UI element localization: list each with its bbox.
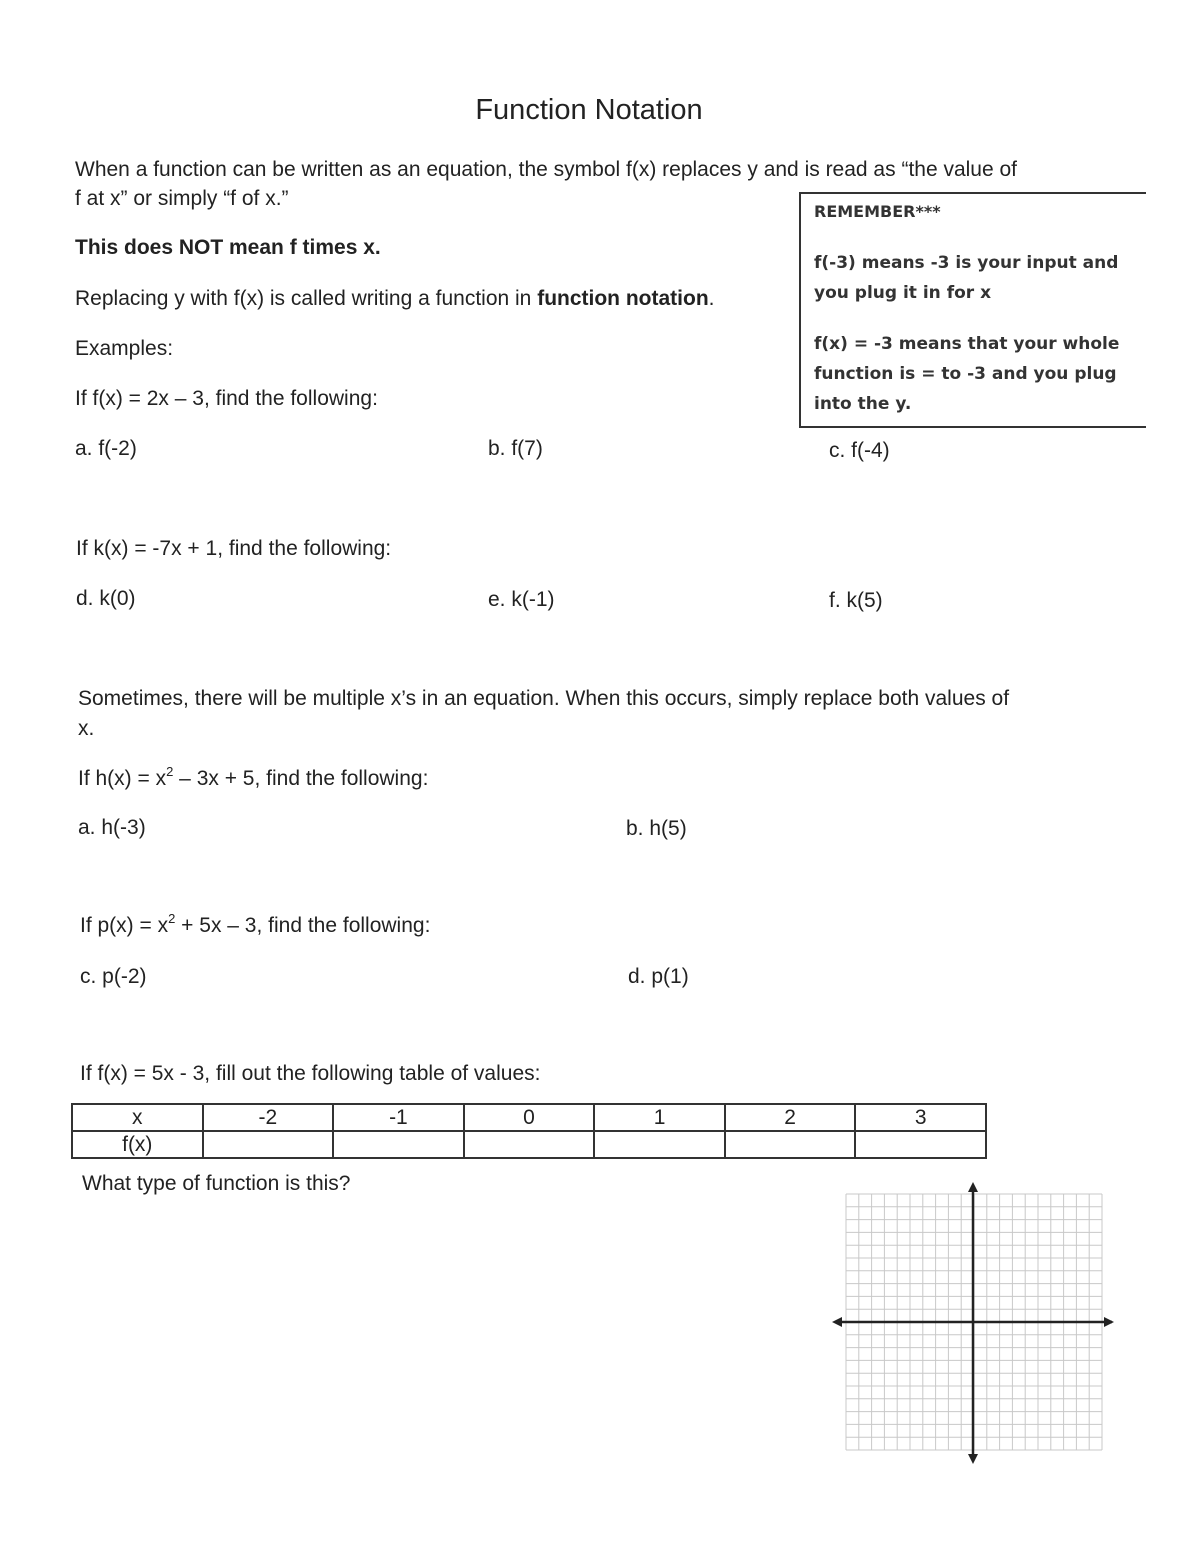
table-header-fx: f(x) (72, 1131, 203, 1158)
set3-prompt-end: – 3x + 5, find the following: (173, 767, 429, 790)
set4-prompt-start: If p(x) = x (80, 914, 169, 937)
table-row-x (72, 1104, 986, 1131)
set4-prompt (80, 911, 430, 941)
set3-exponent: 2 (166, 764, 174, 779)
multiple-x-line-2: x. (78, 717, 95, 740)
set2-prompt: If k(x) = -7x + 1, find the following: (76, 537, 392, 560)
table-x-value: 1 (594, 1104, 725, 1131)
table-of-values (71, 1103, 987, 1159)
problem-a-f: a. f(-2) (75, 437, 137, 460)
problem-d-p: d. p(1) (628, 965, 689, 988)
table-fx-blank (464, 1131, 595, 1158)
problem-c-f: c. f(-4) (829, 439, 890, 462)
problem-f-k: f. k(5) (829, 589, 883, 612)
table-row-fx (72, 1131, 986, 1158)
x-axis-arrow-left (832, 1317, 842, 1327)
table-x-value: -2 (203, 1104, 334, 1131)
table-x-value: 3 (855, 1104, 986, 1131)
definition-period: . (708, 287, 715, 310)
table-x-value: 0 (464, 1104, 595, 1131)
not-multiplication-note: This does NOT mean f times x. (75, 236, 381, 259)
definition-term: function notation (537, 287, 709, 310)
table-prompt: If f(x) = 5x - 3, fill out the following table of values: (80, 1062, 541, 1085)
table-fx-blank (203, 1131, 334, 1158)
problem-c-p: c. p(-2) (80, 965, 147, 988)
problem-d-k: d. k(0) (76, 587, 136, 610)
remember-heading: REMEMBER*** (814, 202, 941, 221)
y-axis-arrow-down (968, 1454, 978, 1464)
set4-exponent: 2 (168, 911, 176, 926)
function-type-question: What type of function is this? (82, 1172, 351, 1195)
remember-note-2: f(x) = -3 means that your whole function is = to -3 and you plug into the y. (814, 334, 1120, 414)
examples-label: Examples: (75, 337, 174, 360)
problem-e-k: e. k(-1) (488, 588, 555, 611)
table-x-value: -1 (333, 1104, 464, 1131)
problem-b-h: b. h(5) (626, 817, 687, 840)
table-header-x: x (72, 1104, 203, 1131)
intro-line-2: f at x” or simply “f of x.” (75, 187, 289, 210)
set1-prompt: If f(x) = 2x – 3, find the following: (75, 387, 378, 410)
y-axis-arrow-up (968, 1182, 978, 1192)
problem-a-h: a. h(-3) (78, 816, 146, 839)
set3-prompt-start: If h(x) = x (78, 767, 167, 790)
intro-line-1: When a function can be written as an equation, the symbol f(x) replaces y and is read as “the value of (75, 158, 1018, 181)
definition-text: Replacing y with f(x) is called writing a function in (75, 287, 538, 310)
table-fx-blank (855, 1131, 986, 1158)
table-fx-blank (333, 1131, 464, 1158)
table-x-value: 2 (725, 1104, 856, 1131)
table-fx-blank (725, 1131, 856, 1158)
x-axis-arrow-right (1104, 1317, 1114, 1327)
problem-b-f: b. f(7) (488, 437, 543, 460)
table-fx-blank (594, 1131, 725, 1158)
set4-prompt-end: + 5x – 3, find the following: (175, 914, 431, 937)
remember-box (799, 192, 1146, 428)
multiple-x-line-1: Sometimes, there will be multiple x’s in an equation. When this occurs, simply replace both values of (78, 687, 1010, 710)
set3-prompt (78, 764, 428, 794)
coordinate-grid (830, 1180, 1120, 1470)
remember-note-1: f(-3) means -3 is your input and you plug it in for x (814, 253, 1119, 303)
page-title: Function Notation (475, 94, 703, 126)
function-notation-definition (75, 284, 715, 314)
